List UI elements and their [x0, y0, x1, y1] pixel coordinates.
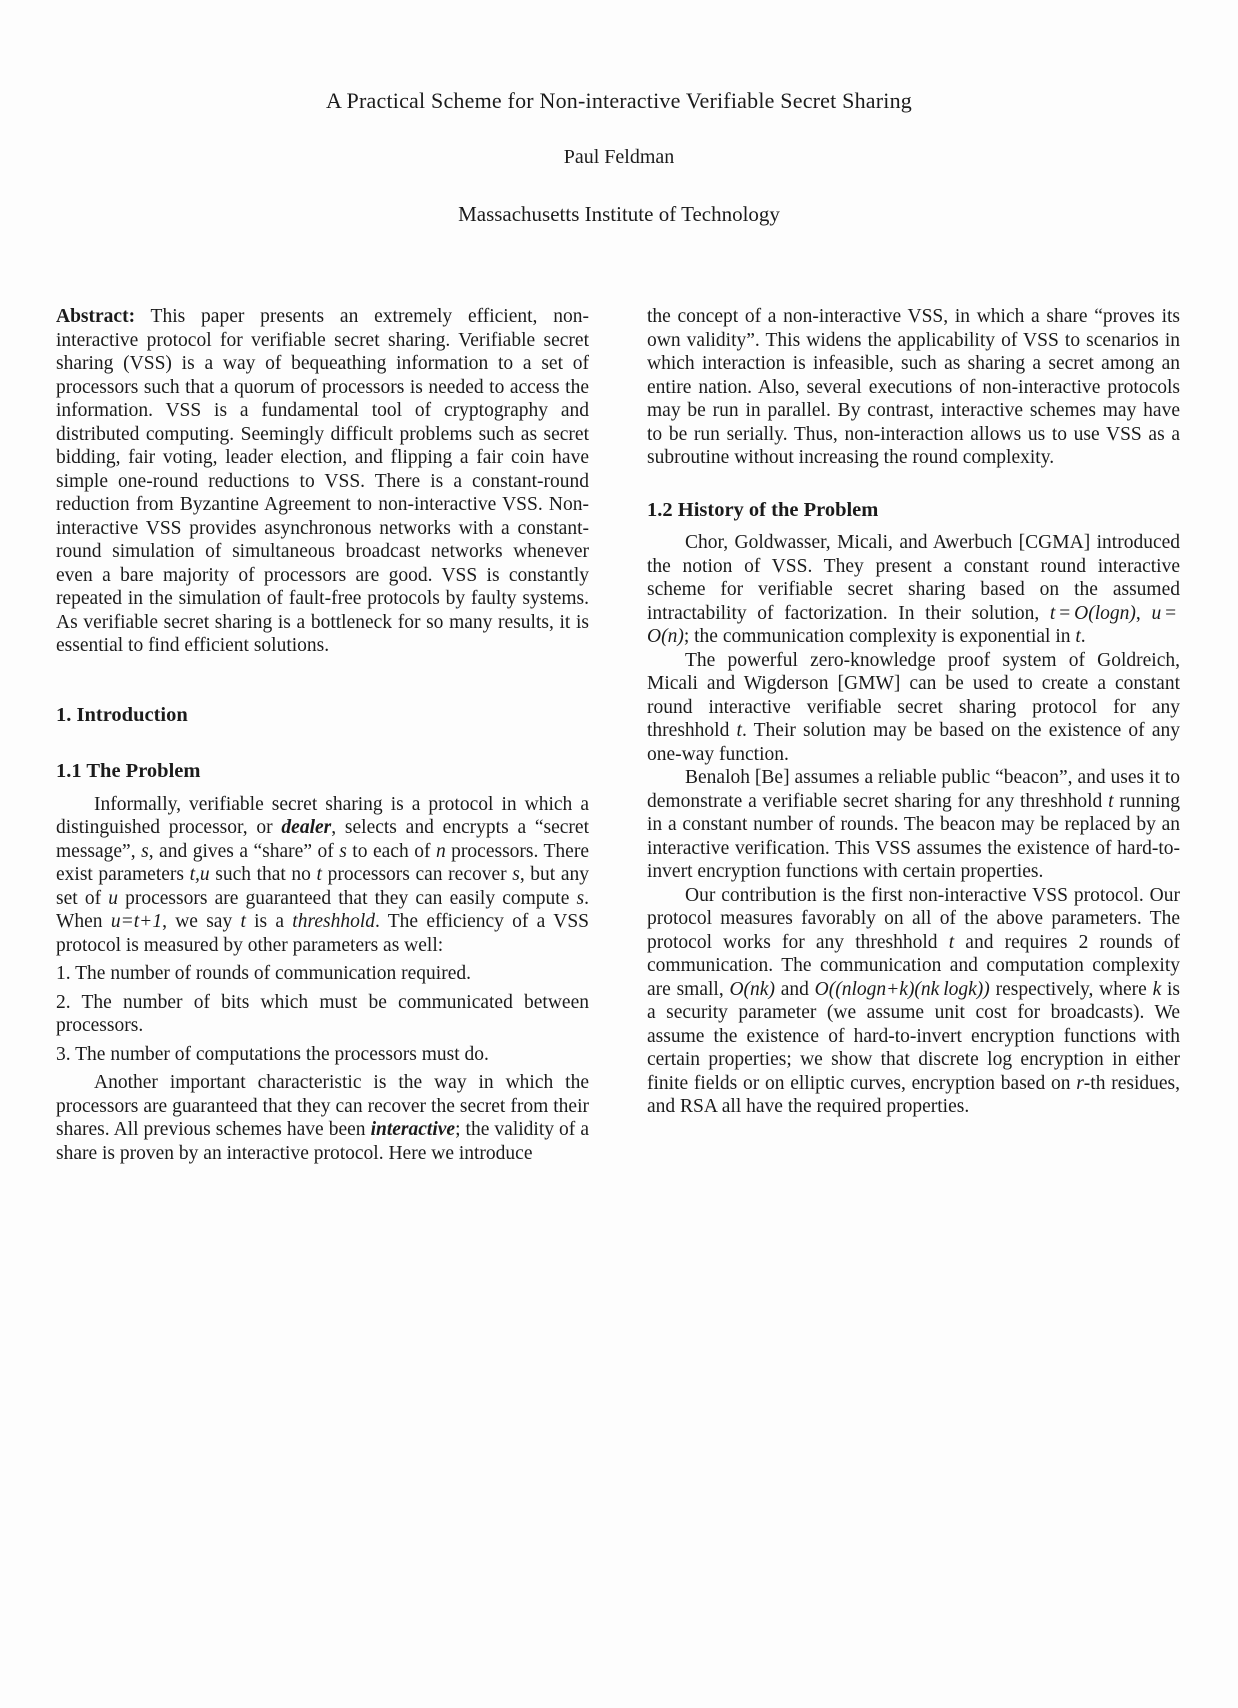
section-heading-introduction: 1. Introduction	[56, 703, 188, 726]
list-item-bits: 2. The number of bits which must be communicated between processors.	[56, 991, 589, 1036]
paragraph-benaloh: Benaloh [Be] assumes a reliable public “beacon”, and uses it to demonstrate a verifiable secret sharing for any threshhold t running in a constant number of rounds. The beacon may be replaced by an interactive verification. This VSS assumes the existence of hard-to-invert encryption functions with certain properties.	[647, 767, 1180, 882]
paragraph-our-contribution: Our contribution is the first non-interactive VSS protocol. Our protocol measures favorably on all of the above parameters. The protocol works for any threshhold t and requires 2 rounds of communication. The communication and computation complexity are small, O(nk) and O((nlogn+k)(nk logk)) respectively, where k is a security parameter (we assume unit cost for broadcasts). We assume the existence of hard-to-invert encryption functions with certain properties; we show that discrete log encryption in either finite fields or on elliptic curves, encryption based on r-th residues, and RSA all have the required properties.	[647, 884, 1180, 1117]
right-column	[647, 305, 1180, 1165]
paragraph-another-characteristic: Another important characteristic is the way in which the processors are guaranteed that they can recover the secret from their shares. All previous schemes have been interactive; the validity of a share is proven by an interactive protocol. Here we introduce	[56, 1072, 589, 1164]
subsection-heading-history: 1.2 History of the Problem	[647, 498, 879, 521]
list-item-computations: 3. The number of computations the processors must do.	[56, 1043, 489, 1065]
author-affiliation: Massachusetts Institute of Technology	[458, 202, 780, 226]
paragraph-informally: Informally, verifiable secret sharing is a protocol in which a distinguished processor, or dealer, selects and encrypts a “secret message”, s, and gives a “share” of s to each of n processors. There exist parameters t,u such that no t processors can recover s, but any set of u processors are guaranteed that they can easily compute s. When u=t+1, we say t is a threshhold. The efficiency of a VSS protocol is measured by other parameters as well:	[56, 793, 590, 956]
abstract-paragraph: Abstract: This paper presents an extremely efficient, non-interactive protocol for verifiable secret sharing. Verifiable secret sharing (VSS) is a way of bequeathing information to a set of processors such that a quorum of processors is needed to access the information. VSS is a fundamental tool of cryptography and distributed computing. Seemingly difficult problems such as secret bidding, fair voting, leader election, and flipping a fair coin have simple one-round reductions to VSS. There is a constant-round reduction from Byzantine Agreement to non-interactive VSS. Non-interactive VSS provides asynchronous networks with a constant-round simulation of simultaneous broadcast networks whenever even a bare majority of processors are good. VSS is constantly repeated in the simulation of fault-free protocols by faulty systems. As verifiable secret sharing is a bottleneck for so many results, it is essential to find efficient solutions.	[56, 306, 589, 656]
paper-header	[0, 0, 1238, 227]
paragraph-concept-continuation: the concept of a non-interactive VSS, in which a share “proves its own validity”. This widens the applicability of VSS to scenarios in which interaction is infeasible, such as sharing a secret among an entire nation. Also, several executions of non-interactive protocols may be run in parallel. By contrast, interactive schemes may have to be run serially. Thus, non-interaction allows us to use VSS as a subroutine without increasing the round complexity.	[647, 306, 1180, 468]
left-column	[56, 305, 589, 1165]
paragraph-chor-cgma: Chor, Goldwasser, Micali, and Awerbuch [CGMA] introduced the notion of VSS. They present a constant round interactive scheme for verifiable secret sharing based on the assumed intractability of factorization. In their solution, t = O(logn), u = O(n); the communication complexity is exponential in t.	[647, 532, 1180, 647]
two-column-body	[56, 305, 1182, 1165]
paragraph-gmw: The powerful zero-knowledge proof system of Goldreich, Micali and Wigderson [GMW] can be used to create a constant round interactive verifiable secret sharing protocol for any threshhold t. Their solution may be based on the existence of any one-way function.	[647, 649, 1181, 765]
author-name: Paul Feldman	[563, 146, 675, 168]
subsection-heading-the-problem: 1.1 The Problem	[56, 760, 201, 782]
list-item-rounds: 1. The number of rounds of communication required.	[56, 963, 471, 984]
paper-title: A Practical Scheme for Non-interactive Verifiable Secret Sharing	[325, 88, 912, 113]
